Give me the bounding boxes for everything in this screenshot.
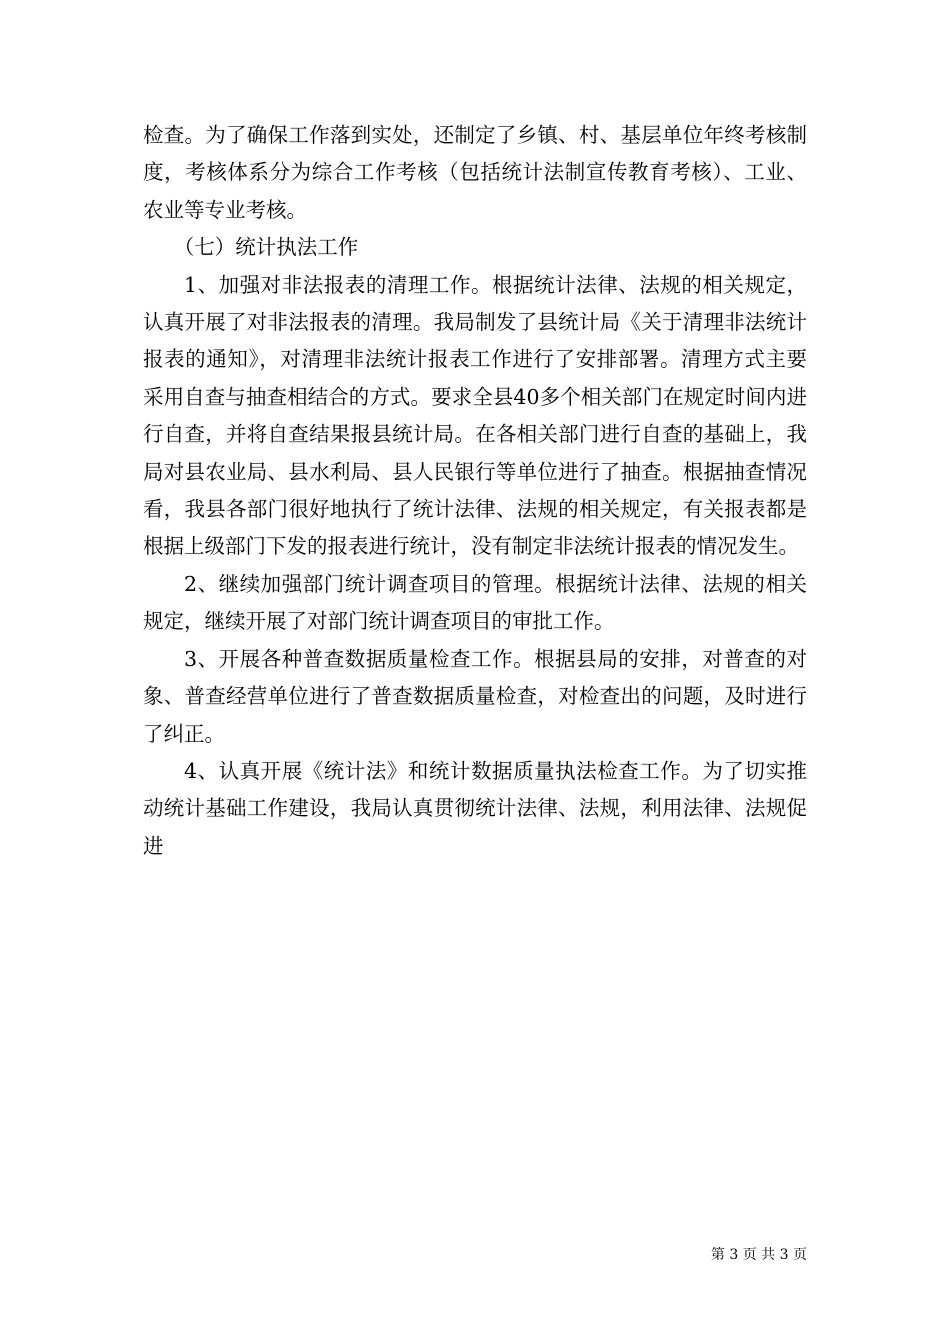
page-number-footer: 第 3 页 共 3 页 — [710, 1247, 807, 1263]
paragraph-item-2: 2、继续加强部门统计调查项目的管理。根据统计法律、法规的相关规定，继续开展了对部门统计调查项目的审批工作。 — [143, 571, 807, 634]
document-body — [143, 117, 807, 865]
paragraph-continuation: 检查。为了确保工作落到实处，还制定了乡镇、村、基层单位年终考核制度，考核体系分为综合工作考核（包括统计法制宣传教育考核）、工业、农业等专业考核。 — [143, 123, 807, 222]
paragraph-item-1: 1、加强对非法报表的清理工作。根据统计法律、法规的相关规定，认真开展了对非法报表的清理。我局制发了县统计局《关于清理非法统计报表的通知》，对清理非法统计报表工作进行了安排部署。清理方式主要采用自查与抽查相结合的方式。要求全县40多个相关部门在规定时间内进行自查，并将自查结果报县统计局。在各相关部门进行自查的基础上，我局对县农业局、县水利局、县人民银行等单位进行了抽查。根据抽查情况看，我县各部门很好地执行了统计法律、法规的相关规定，有关报表都是根据上级部门下发的报表进行统计，没有制定非法统计报表的情况发生。 — [143, 272, 807, 559]
paragraph-item-4: 4、认真开展《统计法》和统计数据质量执法检查工作。为了切实推动统计基础工作建设，我局认真贯彻统计法律、法规，利用法律、法规促进 — [143, 758, 807, 858]
section-heading: （七）统计执法工作 — [173, 235, 359, 260]
paragraph-item-3: 3、开展各种普查数据质量检查工作。根据县局的安排，对普查的对象、普查经营单位进行了普查数据质量检查，对检查出的问题，及时进行了纠正。 — [143, 646, 807, 746]
